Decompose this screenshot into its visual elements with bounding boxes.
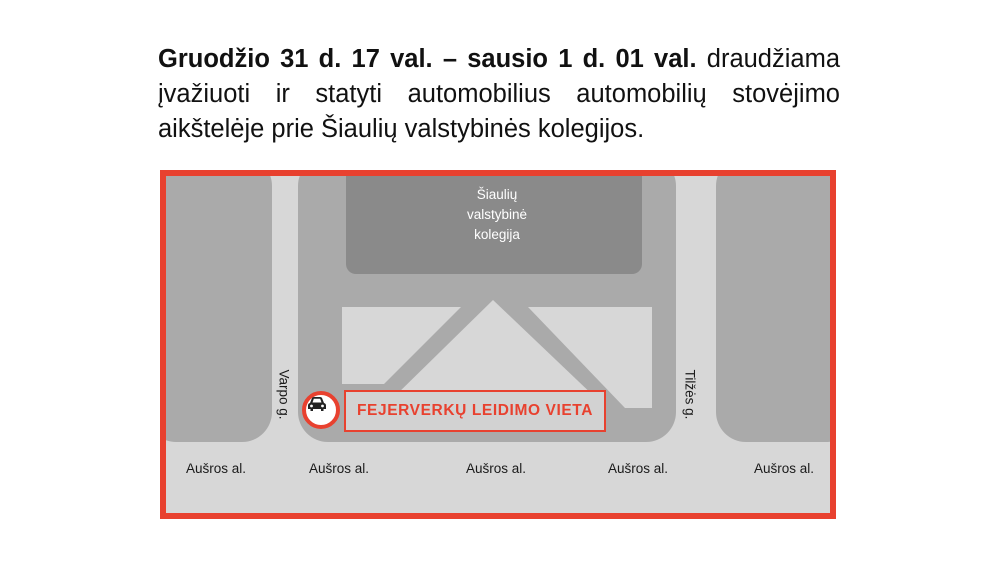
right-block <box>716 176 830 442</box>
street-label-ausros: Aušros al. <box>186 461 247 476</box>
left-block <box>166 176 272 442</box>
parking-map <box>160 170 836 519</box>
building-label-line: Šiaulių <box>476 187 518 202</box>
street-label-ausros: Aušros al. <box>608 461 669 476</box>
street-label-ausros: Aušros al. <box>309 461 370 476</box>
building-label <box>352 185 642 245</box>
notice-description: draudžiama įvažiuoti ir statyti automobilius automobilių stovėjimo aikštelėje prie Šiaulių valstybinės kolegijos. <box>158 45 841 143</box>
no-parking-sign <box>302 391 340 429</box>
street-label-tilzes: Tilžės g. <box>682 369 698 420</box>
fireworks-zone-label: FEJERVERKŲ LEIDIMO VIETA <box>344 390 606 432</box>
car-icon <box>306 395 328 413</box>
notice-time-range: Gruodžio 31 d. 17 val. – sausio 1 d. 01 val. <box>158 45 697 73</box>
building-label-line: valstybinė <box>466 207 528 222</box>
street-label-ausros: Aušros al. <box>754 461 815 476</box>
street-label-varpo: Varpo g. <box>276 369 292 420</box>
building-label-line: kolegija <box>474 227 520 242</box>
street-label-ausros: Aušros al. <box>466 461 527 476</box>
notice-text <box>158 42 840 147</box>
